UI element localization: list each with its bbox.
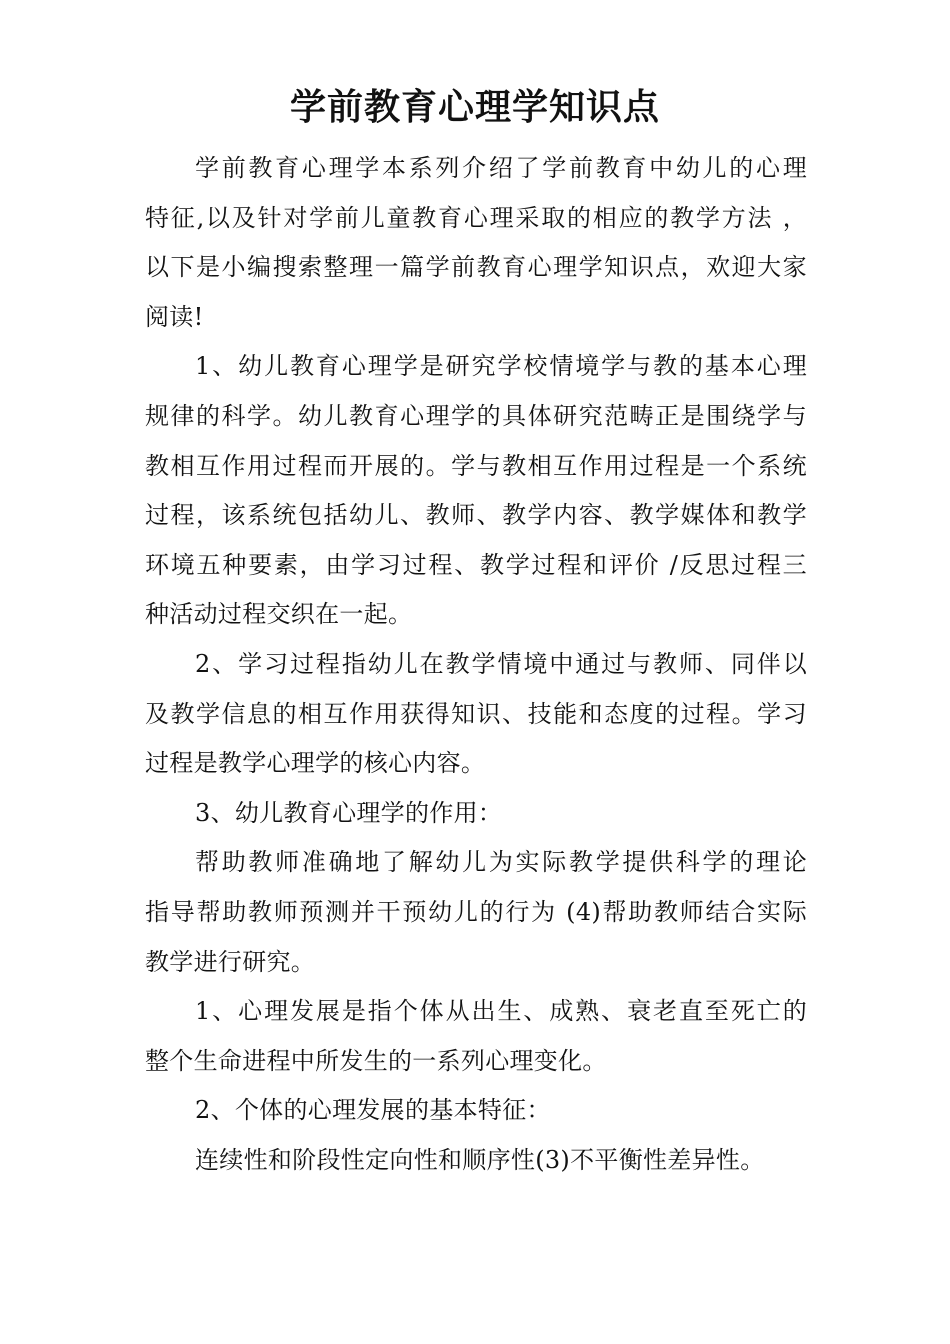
- text-line: 以下是小编搜索整理一篇学前教育心理学知识点，欢迎大家: [145, 253, 807, 282]
- paragraph-learning-process: [145, 640, 807, 789]
- paragraph-development: [145, 987, 807, 1086]
- text-line: 2、学习过程指幼儿在教学情境中通过与教师、同伴以: [195, 649, 807, 678]
- text-line: 1、幼儿教育心理学是研究学校情境学与教的基本心理: [195, 352, 807, 381]
- text-line: 阅读!: [145, 302, 204, 331]
- text-line: 1、心理发展是指个体从出生、成熟、衰老直至死亡的: [195, 997, 807, 1026]
- paragraph-role-heading: [145, 789, 807, 839]
- text-line: 帮助教师准确地了解幼儿为实际教学提供科学的理论: [195, 848, 807, 877]
- document-title: 学前教育心理学知识点: [289, 86, 660, 128]
- text-line: 教相互作用过程而开展的。学与教相互作用过程是一个系统: [145, 451, 807, 480]
- paragraph-intro: [145, 144, 807, 342]
- text-line: 连续性和阶段性定向性和顺序性(3)不平衡性差异性。: [195, 1145, 765, 1174]
- document-body: [145, 144, 807, 1185]
- text-line: 种活动过程交织在一起。: [145, 600, 413, 629]
- paragraph-definition: [145, 342, 807, 640]
- text-line: 特征,以及针对学前儿童教育心理采取的相应的教学方法 ，: [145, 203, 807, 232]
- text-line: 环境五种要素，由学习过程、教学过程和评价 /反思过程三: [145, 550, 807, 579]
- text-line: 规律的科学。幼儿教育心理学的具体研究范畴正是围绕学与: [145, 401, 807, 430]
- text-line: 及教学信息的相互作用获得知识、技能和态度的过程。学习: [145, 699, 807, 728]
- text-line: 整个生命进程中所发生的一系列心理变化。: [145, 1046, 607, 1075]
- paragraph-role-list: [145, 838, 807, 987]
- paragraph-features-list: [145, 1136, 807, 1186]
- text-line: 教学进行研究。: [145, 947, 316, 976]
- text-line: 过程，该系统包括幼儿、教师、教学内容、教学媒体和教学: [145, 501, 807, 530]
- paragraph-features-heading: [145, 1086, 807, 1136]
- text-line: 3、幼儿教育心理学的作用：: [195, 798, 503, 827]
- text-line: 学前教育心理学本系列介绍了学前教育中幼儿的心理: [195, 154, 807, 182]
- text-line: 指导帮助教师预测并干预幼儿的行为 (4)帮助教师结合实际: [145, 897, 807, 926]
- text-line: 2、个体的心理发展的基本特征：: [195, 1096, 551, 1125]
- text-line: 过程是教学心理学的核心内容。: [145, 749, 486, 778]
